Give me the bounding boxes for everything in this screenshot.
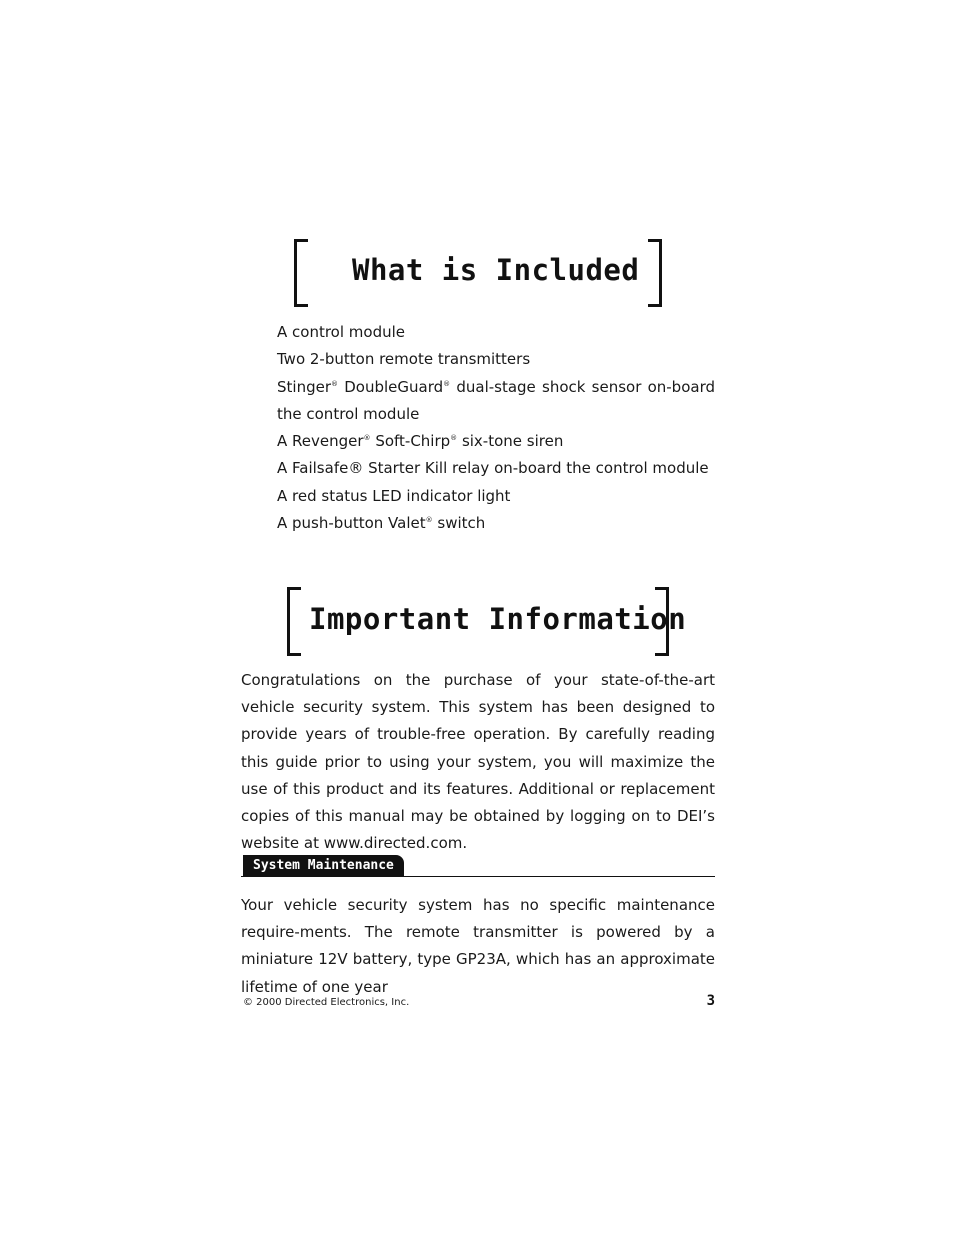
list-item: Stinger® DoubleGuard® dual-stage shock sensor on-board the control module — [277, 377, 715, 423]
copyright-notice: © 2000 Directed Electronics, Inc. — [243, 997, 410, 1008]
list-item: A red status LED indicator light — [277, 486, 511, 505]
page-number: 3 — [706, 993, 715, 1009]
included-items-list — [277, 319, 715, 537]
subsection-heading-system-maintenance: System Maintenance — [243, 855, 404, 877]
system-maintenance-paragraph: Your vehicle security system has no specific maintenance require-ments. The remote transmitter is powered by a miniature 12V battery, type GP23A, which has an approximate lifetime of one year — [241, 896, 715, 996]
list-item: Two 2-button remote transmitters — [277, 350, 531, 369]
section-heading-important-information: Important Information — [309, 602, 687, 636]
list-item: A Revenger® Soft-Chirp® six-tone siren — [277, 432, 564, 451]
section-heading-what-is-included: What is Included — [352, 253, 640, 287]
list-item: A Failsafe® Starter Kill relay on-board the control module — [277, 459, 709, 478]
important-information-paragraph: Congratulations on the purchase of your state-of-the-art vehicle security system. This system has been designed to provide years of trouble-free operation. By carefully reading this guide prior to using your system, you will maximize the use of this product and its features. Additional or replacement copies of this manual may be obtained by logging on to DEI’s website at www.directed.com. — [241, 671, 715, 853]
heading-bracket-left — [287, 587, 301, 656]
list-item: A push-button Valet® switch — [277, 514, 486, 533]
heading-bracket-left — [294, 239, 308, 307]
list-item: A control module — [277, 323, 406, 341]
heading-bracket-right — [648, 239, 662, 307]
